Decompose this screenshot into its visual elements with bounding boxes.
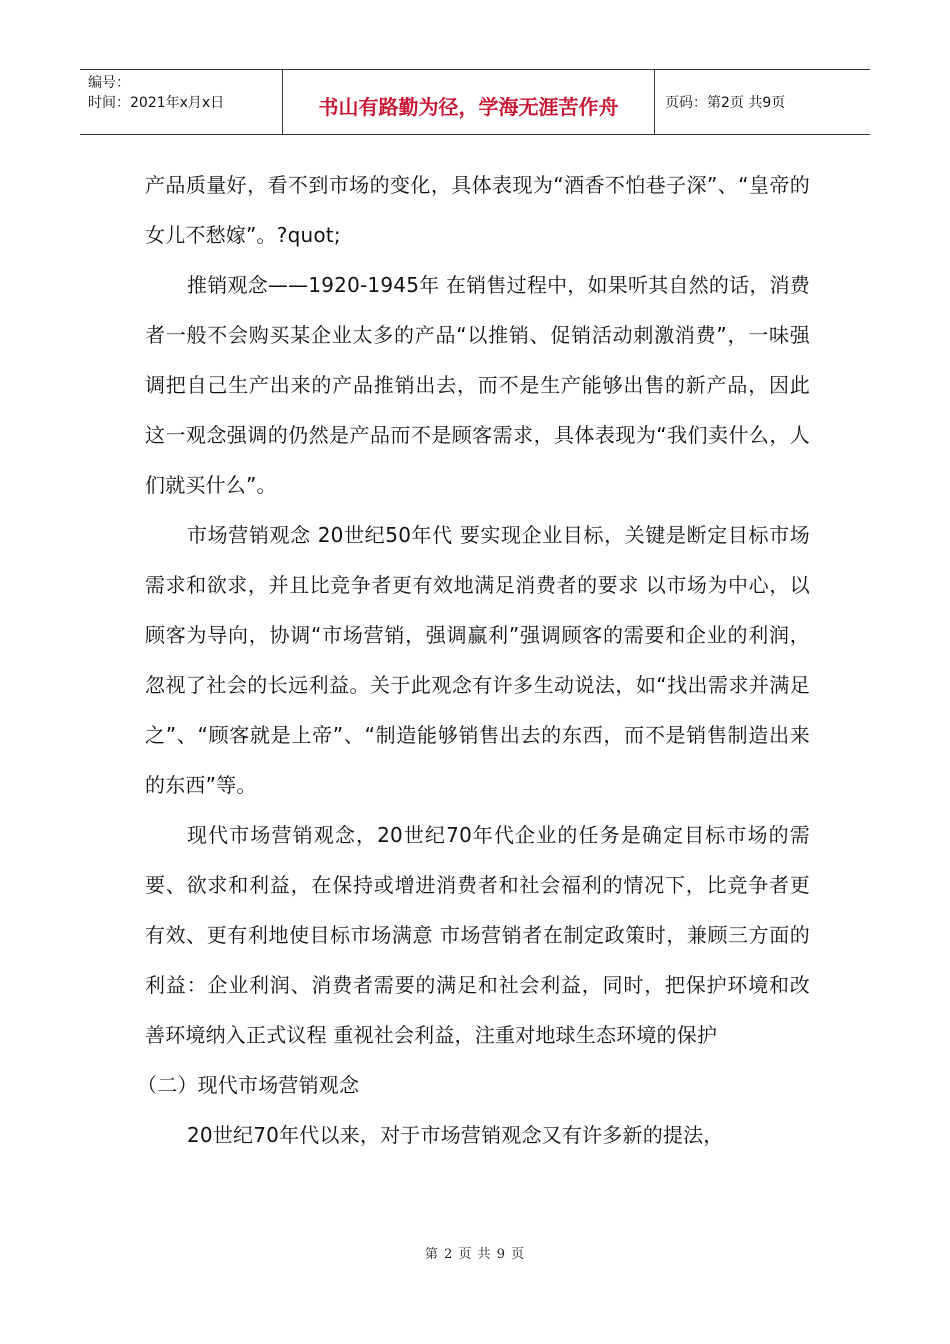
header-page-info: 页码：第2页 共9页	[665, 95, 786, 111]
paragraph-continuation: 产品质量好，看不到市场的变化，具体表现为“酒香不怕巷子深”、“皇帝的女儿不愁嫁”。?quot;	[145, 173, 810, 247]
document-time-label: 时间：2021年x月x日	[88, 95, 225, 111]
header-meta	[80, 70, 283, 134]
paragraph-marketing-concept: 市场营销观念 20世纪50年代 要实现企业目标，关键是断定目标市场需求和欲求，并且比竞争者更有效地满足消费者的要求 以市场为中心，以顾客为导向，协调“市场营销，强调赢利”强调顾客的需要和企业的利润，忽视了社会的长远利益。关于此观念有许多生动说法，如“找出需求并满足之”、“顾客就是上帝”、“制造能够销售出去的东西，而不是销售制造出来的东西”等。	[145, 523, 810, 797]
header-motto: 书山有路勤为径，学海无涯苦作舟	[283, 70, 655, 134]
document-number-label: 编号：	[88, 75, 130, 91]
document-body	[137, 160, 810, 1160]
section-heading: （二）现代市场营销观念	[137, 1073, 360, 1097]
paragraph-new-concepts: 20世纪70年代以来，对于市场营销观念又有许多新的提法，	[187, 1123, 724, 1147]
paragraph-selling-concept: 推销观念——1920-1945年 在销售过程中，如果听其自然的话，消费者一般不会购买某企业太多的产品“以推销、促销活动刺激消费”，一味强调把自己生产出来的产品推销出去，而不是生产能够出售的新产品，因此这一观念强调的仍然是产品而不是顾客需求，具体表现为“我们卖什么，人们就买什么”。	[145, 273, 810, 497]
page-header	[80, 69, 870, 135]
page-footer: 第 2 页 共 9 页	[424, 1247, 526, 1262]
paragraph-modern-marketing-concept: 现代市场营销观念，20世纪70年代企业的任务是确定目标市场的需要、欲求和利益，在保持或增进消费者和社会福利的情况下，比竞争者更有效、更有利地使目标市场满意 市场营销者在制定政策时，兼顾三方面的利益：企业利润、消费者需要的满足和社会利益，同时，把保护环境和改善环境纳入正式议程 重视社会利益，注重对地球生态环境的保护	[145, 823, 810, 1047]
